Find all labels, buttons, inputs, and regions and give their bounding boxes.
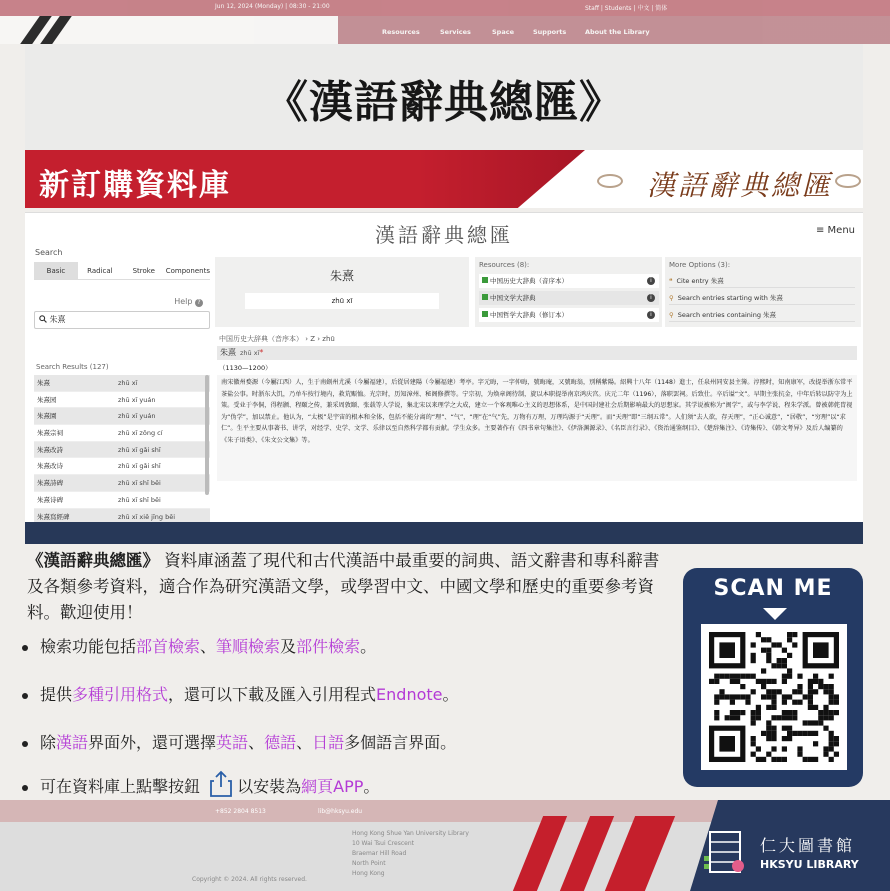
help-icon: ? xyxy=(195,299,203,307)
library-logo-icon xyxy=(704,826,748,876)
page-title: 《漢語辭典總匯》 xyxy=(264,77,624,128)
entry-pinyin: zhū xī xyxy=(245,293,439,309)
footer-address-2: 10 Wai Tsui Crescent xyxy=(352,840,415,847)
feature-item: 可在資料庫上點擊按鈕 以安裝為網頁APP。 xyxy=(22,770,672,798)
options-title: More Options (3): xyxy=(669,261,731,269)
bullet-dot xyxy=(22,645,28,651)
quote-icon: ❝ xyxy=(669,277,673,285)
description-text: 資料庫涵蓋了現代和古代漢語中最重要的詞典、語文辭書和專科辭書及各類參考資料，適合作為研究漢語文學，或學習中文、中國文學和歷史的重要參考資料。歡迎使用！ xyxy=(27,551,660,622)
website-top-strip xyxy=(0,0,890,16)
info-icon: i xyxy=(647,294,655,302)
nav-services[interactable]: Services xyxy=(440,28,471,36)
website-nav-strip xyxy=(0,16,890,44)
feature-item: 除漢語界面外，還可選擇英語、德語、日語多個語言界面。 xyxy=(22,730,672,753)
entry-years: （1130—1200） xyxy=(219,364,272,372)
cloud-ornament-icon xyxy=(597,174,623,188)
option-containing[interactable]: ⚲ Search entries containing 朱熹 xyxy=(669,308,855,322)
menu-button[interactable]: ≡ Menu xyxy=(815,225,855,236)
nav-space[interactable]: Space xyxy=(492,28,514,36)
tab-components[interactable]: Components xyxy=(166,262,210,280)
description xyxy=(27,548,675,626)
info-icon: i xyxy=(647,311,655,319)
title-box xyxy=(25,44,863,150)
new-database-banner xyxy=(25,150,863,208)
tab-radical[interactable]: Radical xyxy=(78,262,122,280)
tab-basic[interactable]: Basic xyxy=(34,262,78,280)
date-line: Jun 12, 2024 (Monday) | 08:30 - 21:00 xyxy=(215,3,330,10)
search-input[interactable] xyxy=(34,311,210,329)
search-icon: ⚲ xyxy=(669,294,674,302)
info-icon: i xyxy=(647,277,655,285)
resources-title: Resources (8): xyxy=(479,261,530,269)
top-right-links[interactable]: Staff | Students | 中文 | 简体 xyxy=(585,5,668,12)
scan-me-title: SCAN ME xyxy=(713,576,833,601)
option-starting[interactable]: ⚲ Search entries starting with 朱熹 xyxy=(669,291,855,305)
tab-stroke[interactable]: Stroke xyxy=(122,262,166,280)
screenshot-bottom-bar xyxy=(25,522,863,544)
feature-item: 提供多種引用格式，還可以下載及匯入引用程式Endnote。 xyxy=(22,682,672,705)
resource-item[interactable]: 中国哲学大辞典（修订本） i xyxy=(479,308,659,322)
footer-email[interactable]: lib@hksyu.edu xyxy=(318,808,363,815)
share-icon xyxy=(209,770,233,798)
nav-about[interactable]: About the Library xyxy=(585,28,650,36)
resource-item[interactable]: 中国历史大辞典（音序本） i xyxy=(479,274,659,288)
nav-supports[interactable]: Supports xyxy=(533,28,567,36)
cloud-ornament-icon xyxy=(835,174,861,188)
result-row[interactable]: 朱熹宗祠 zhū xī zōng cí xyxy=(34,425,210,442)
bullet-dot xyxy=(22,693,28,699)
bullet-dot xyxy=(22,785,28,791)
arrow-down-icon xyxy=(763,608,787,620)
database-screenshot xyxy=(25,212,863,544)
resource-item[interactable]: 中国文学大辞典 i xyxy=(479,291,659,305)
results-label: Search Results (127) xyxy=(36,363,109,371)
result-row[interactable]: 朱熹寫經碑 zhū xī xiě jīng bēi xyxy=(34,509,210,526)
footer-address-4: North Point xyxy=(352,860,386,867)
library-name-en: HKSYU LIBRARY xyxy=(760,858,859,871)
description-bold: 《漢語辭典總匯》 xyxy=(27,551,159,570)
footer-phone: +852 2804 8513 xyxy=(215,808,266,815)
search-label: Search xyxy=(35,248,63,257)
db-logo: 漢語辭典總匯 xyxy=(375,223,513,247)
result-row[interactable]: 朱熹改詩 zhū xī gǎi shī xyxy=(34,442,210,459)
result-row[interactable]: 朱熹诗碑 zhū xī shī bēi xyxy=(34,492,210,509)
result-row[interactable]: 朱熹園 zhū xī yuán xyxy=(34,408,210,425)
book-icon xyxy=(482,294,488,300)
result-row[interactable]: 朱熹 zhū xī xyxy=(34,375,210,392)
entry-body: 南宋徽州婺源（今屬江西）人，生于南劍州尤溪（今屬福建），后從居建陽（今屬福建）考亭。字元晦，一字仲晦，號晦庵，又號晦翁，別稱紫陽。紹興十八年（1148）進士，任泉州同安县主簿。淳熙时，知南康军，改提举浙东常平茶盐公事。时浙东大饥，乃单车按行境内，救荒赈恤。光宗时，历知漳州、秘阁修撰等。宁宗初，为焕章阁待制，旋以本职提举南京鸿庆宫。庆元二年（1196），落职罢祠。后致仕。卒后谥“文”。早期主张抗金，中年后转以防守为上策。受业于李侗，得程颢、程颐之传，兼采周敦颐、张载等人学说，集北宋以来理学之大成，建立一个客观唯心主义的思想体系，是中国封建社会后期影响最大的思想家。其学说被称为“闽学”，或与李学说、程朱学派。曾被韩侂胄视为“伪学”，加以禁止。他认为，“太极”是宇宙的根本和全体，包括不能分离的“理”、“气”，“理”在“气”先，万物有万理，万理均源于“天理”。而“天理”即“三纲五常”。人们须“去人欲，存天理”，“正心诚意”，“居敬”，“穷理”以“求仁”。生平主要从事著书、讲学，对经学、史学、文学、乐律以至自然科学都有贡献。学生众多。主要著作有《四书章句集注》、《伊洛渊源录》、《名臣言行录》、《资治通鉴纲目》、《楚辞集注》、《诗集传》、《韩文考异》及后人编纂的《朱子语类》、《朱文公文集》等。 xyxy=(217,375,857,481)
resources-card xyxy=(475,257,662,327)
bullet-dot xyxy=(22,741,28,747)
qr-code[interactable] xyxy=(701,624,847,770)
qr-card xyxy=(683,568,863,787)
search-tabs xyxy=(34,262,210,280)
book-icon xyxy=(482,311,488,317)
library-name-cn: 仁大圖書館 xyxy=(760,836,856,855)
banner-logo: 漢語辭典總匯 xyxy=(646,169,833,202)
results-list xyxy=(34,375,210,525)
result-row[interactable]: 朱熹詩碑 zhū xī shī bēi xyxy=(34,475,210,492)
footer-address-1: Hong Kong Shue Yan University Library xyxy=(352,830,469,837)
search-value: 朱熹 xyxy=(49,315,66,324)
entry-card xyxy=(215,257,469,327)
breadcrumb[interactable]: 中国历史大辞典（音序本） › Z › zhū xyxy=(219,335,335,343)
search-panel xyxy=(30,243,211,521)
entry-headword: 朱熹 xyxy=(329,269,354,283)
footer-copyright: Copyright © 2024. All rights reserved. xyxy=(192,876,307,883)
footer-address-3: Braemar Hill Road xyxy=(352,850,407,857)
banner-text: 新訂購資料庫 xyxy=(39,168,231,203)
options-card xyxy=(665,257,861,327)
entry-line-star: * xyxy=(259,348,264,357)
help-link[interactable] xyxy=(174,297,203,307)
results-scrollbar[interactable] xyxy=(205,375,209,495)
entry-line-pinyin: zhū xī xyxy=(240,349,260,357)
qr-code-icon xyxy=(701,624,847,770)
help-label: Help xyxy=(174,297,193,306)
nav-resources[interactable]: Resources xyxy=(382,28,420,36)
book-icon xyxy=(482,277,488,283)
search-icon xyxy=(39,315,47,323)
footer-address-5: Hong Kong xyxy=(352,870,385,877)
feature-item: 檢索功能包括部首檢索、筆順檢索及部件檢索。 xyxy=(22,634,672,657)
result-row[interactable]: 朱熹园 zhū xī yuán xyxy=(34,392,210,409)
entry-title-line xyxy=(217,346,857,360)
search-icon: ⚲ xyxy=(669,311,674,319)
result-row[interactable]: 朱熹改诗 zhū xī gǎi shī xyxy=(34,458,210,475)
option-cite[interactable]: ❝ Cite entry 朱熹 xyxy=(669,274,855,288)
entry-line-head: 朱熹 xyxy=(220,348,236,357)
